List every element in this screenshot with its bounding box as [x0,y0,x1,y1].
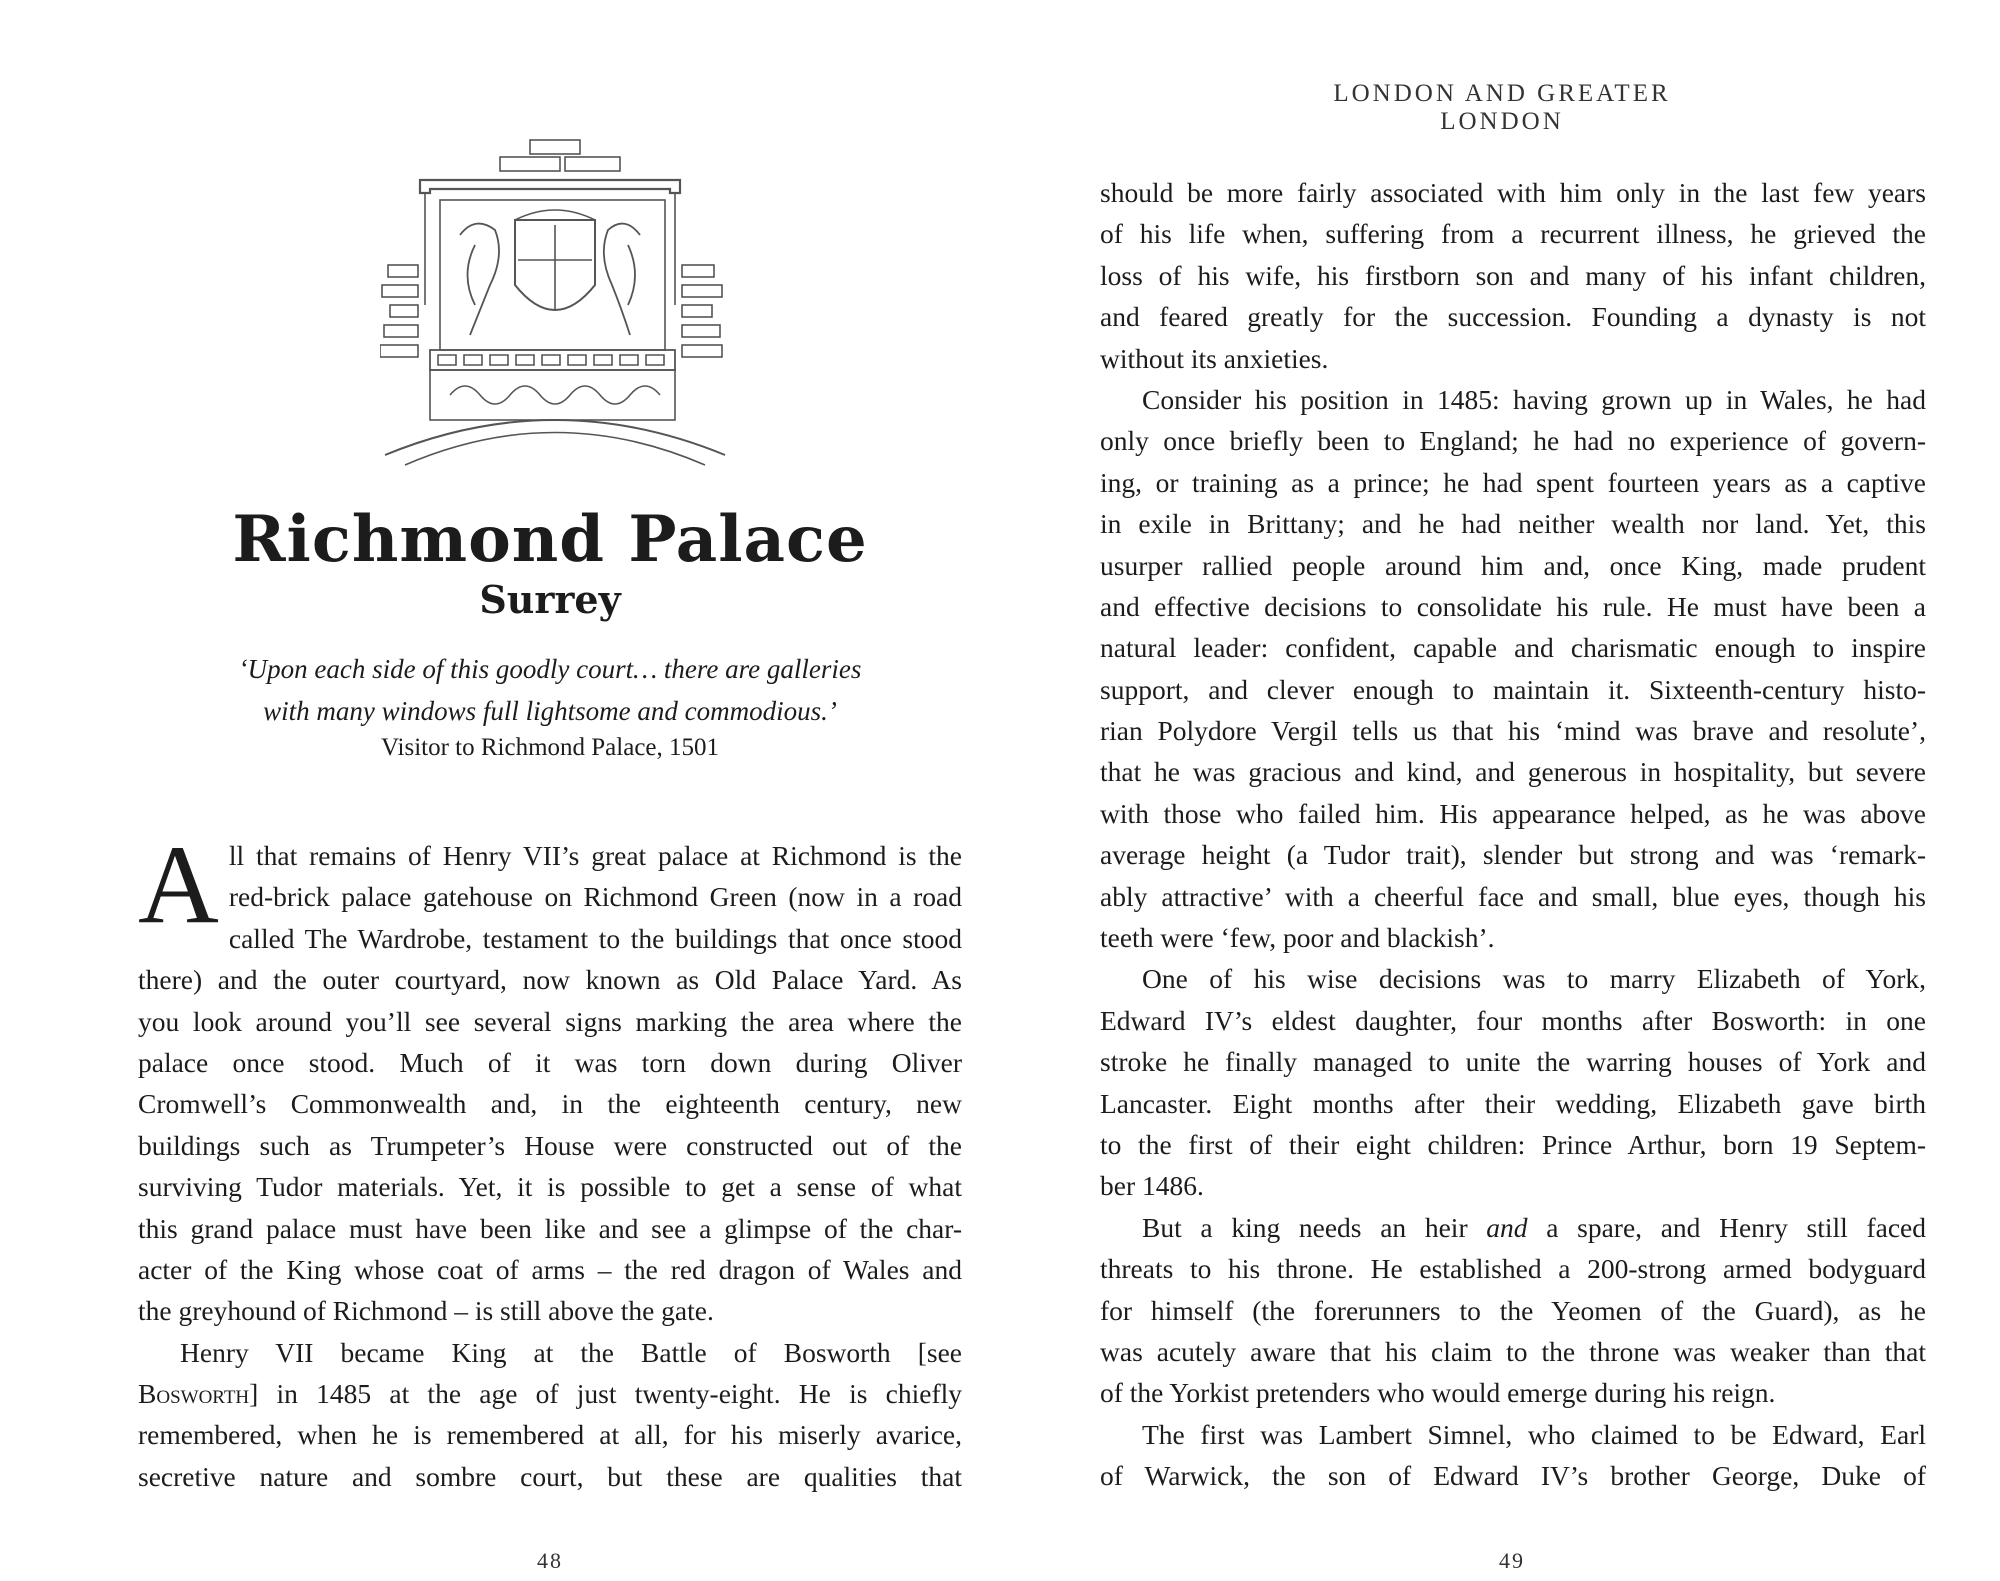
text-line: without its anxieties. [1100,342,1329,374]
text-line [138,1373,962,1414]
epigraph [140,648,960,732]
chapter-title: Richmond Palace [232,502,868,577]
right-page [1000,0,2000,1581]
running-header: LONDON AND GREATER LONDON [1333,80,1671,135]
text-line: buildings such as Trumpeter’s House were constructed out of the [138,1129,962,1161]
text-line: and effective decisions to consolidate his rule. He must have been a [1100,590,1926,622]
text-line: Cromwell’s Commonwealth and, in the eighteenth century, new [138,1088,962,1120]
text-line: Edward IV’s eldest daughter, four months after Bosworth: in one [1100,1004,1926,1036]
text-line: rian Polydore Vergil tells us that his ‘mind was brave and resolute’, [1100,715,1926,747]
text-line: you look around you’ll see several signs marking the area where the [138,1005,962,1037]
chapter-subtitle: Surrey [479,577,621,622]
epigraph-line: with many windows full lightsome and commodious.’ [263,696,837,726]
paragraph [1100,1207,1926,1414]
text-line: for himself (the forerunners to the Yeomen of the Guard), as he [1100,1294,1926,1326]
emphasis: and [1486,1211,1528,1243]
text-line: ing, or training as a prince; he had spent fourteen years as a captive [1100,466,1926,498]
cross-reference: Bosworth [138,1378,250,1410]
text-line [1100,1207,1926,1248]
coat-of-arms-illustration [380,135,730,485]
text-fragment: But a king needs an heir [1142,1211,1487,1243]
text-line: and feared greatly for the succession. Founding a dynasty is not [1100,301,1926,333]
text-line: this grand palace must have been like and see a glimpse of the char- [138,1212,962,1244]
text-fragment: ] in 1485 at the age of just twenty-eight. He is chiefly [249,1378,962,1410]
text-line: of the Yorkist pretenders who would emerge during his reign. [1100,1377,1776,1409]
left-body-text [138,823,962,1497]
text-line: in exile in Brittany; and he had neither wealth nor land. Yet, this [1100,508,1926,540]
page-number-right: 49 [1499,1548,1525,1573]
text-line: to the first of their eight children: Prince Arthur, born 19 Septem- [1100,1128,1926,1160]
text-line: ably attractive’ with a cheerful face and small, blue eyes, though his [1100,880,1926,912]
paragraph [1100,379,1926,958]
text-line: the greyhound of Richmond – is still above the gate. [138,1295,714,1327]
page-number-left: 48 [537,1548,563,1573]
paragraph [1100,1414,1926,1497]
text-line: was acutely aware that his claim to the throne was weaker than that [1100,1335,1926,1367]
text-line: should be more fairly associated with him only in the last few years [1100,177,1926,208]
text-line: palace once stood. Much of it was torn down during Oliver [138,1046,962,1078]
text-line: usurper rallied people around him and, once King, made prudent [1100,549,1926,581]
text-line: teeth were ‘few, poor and blackish’. [1100,922,1495,954]
text-line: ll that remains of Henry VII’s great palace at Richmond is the [228,840,962,871]
text-line: The first was Lambert Simnel, who claimed to be Edward, Earl [1142,1418,1926,1450]
text-line: of his life when, suffering from a recurrent illness, he grieved the [1100,218,1926,250]
text-line: only once briefly been to England; he had no experience of govern- [1100,425,1926,457]
text-line: of Warwick, the son of Edward IV’s brother George, Duke of [1100,1460,1926,1492]
paragraph [1100,958,1926,1206]
text-line: stroke he finally managed to unite the warring houses of York and [1100,1046,1926,1078]
right-body-text [1100,172,1926,1497]
text-line: remembered, when he is remembered at all, for his miserly avarice, [138,1419,962,1451]
text-line: acter of the King whose coat of arms – the red dragon of Wales and [138,1253,962,1285]
text-line: loss of his wife, his firstborn son and many of his infant children, [1100,259,1926,291]
text-line: One of his wise decisions was to marry Elizabeth of York, [1142,963,1926,995]
text-line: threats to his throne. He established a 200-strong armed bodyguard [1100,1253,1926,1285]
text-line: called The Wardrobe, testament to the buildings that once stood [228,922,962,954]
text-line: Consider his position in 1485: having grown up in Wales, he had [1142,383,1926,415]
text-line: average height (a Tudor trait), slender but strong and was ‘remark- [1100,839,1926,871]
paragraph [138,1332,962,1498]
text-line: that he was gracious and kind, and generous in hospitality, but severe [1100,756,1926,788]
text-line: red-brick palace gatehouse on Richmond Green (now in a road [228,881,962,913]
text-line: ber 1486. [1100,1170,1204,1202]
paragraph [1100,172,1926,379]
text-line: Henry VII became King at the Battle of Bosworth [see [180,1336,962,1368]
text-line: secretive nature and sombre court, but these are qualities that [138,1460,962,1492]
epigraph-line: ‘Upon each side of this goodly court… there are galleries [238,654,862,684]
drop-cap: A [138,823,219,947]
text-line: surviving Tudor materials. Yet, it is possible to get a sense of what [138,1171,962,1203]
text-line: support, and clever enough to maintain it. Sixteenth-century histo- [1100,673,1926,705]
text-line: Lancaster. Eight months after their wedding, Elizabeth gave birth [1100,1087,1926,1119]
text-line: natural leader: confident, capable and charismatic enough to inspire [1100,632,1926,664]
text-fragment: a spare, and Henry still faced [1527,1211,1926,1243]
text-line: there) and the outer courtyard, now known as Old Palace Yard. As [138,964,962,996]
epigraph-attribution: Visitor to Richmond Palace, 1501 [380,734,720,761]
text-line: with those who failed him. His appearance helped, as he was above [1100,797,1926,829]
paragraph [138,823,962,1332]
